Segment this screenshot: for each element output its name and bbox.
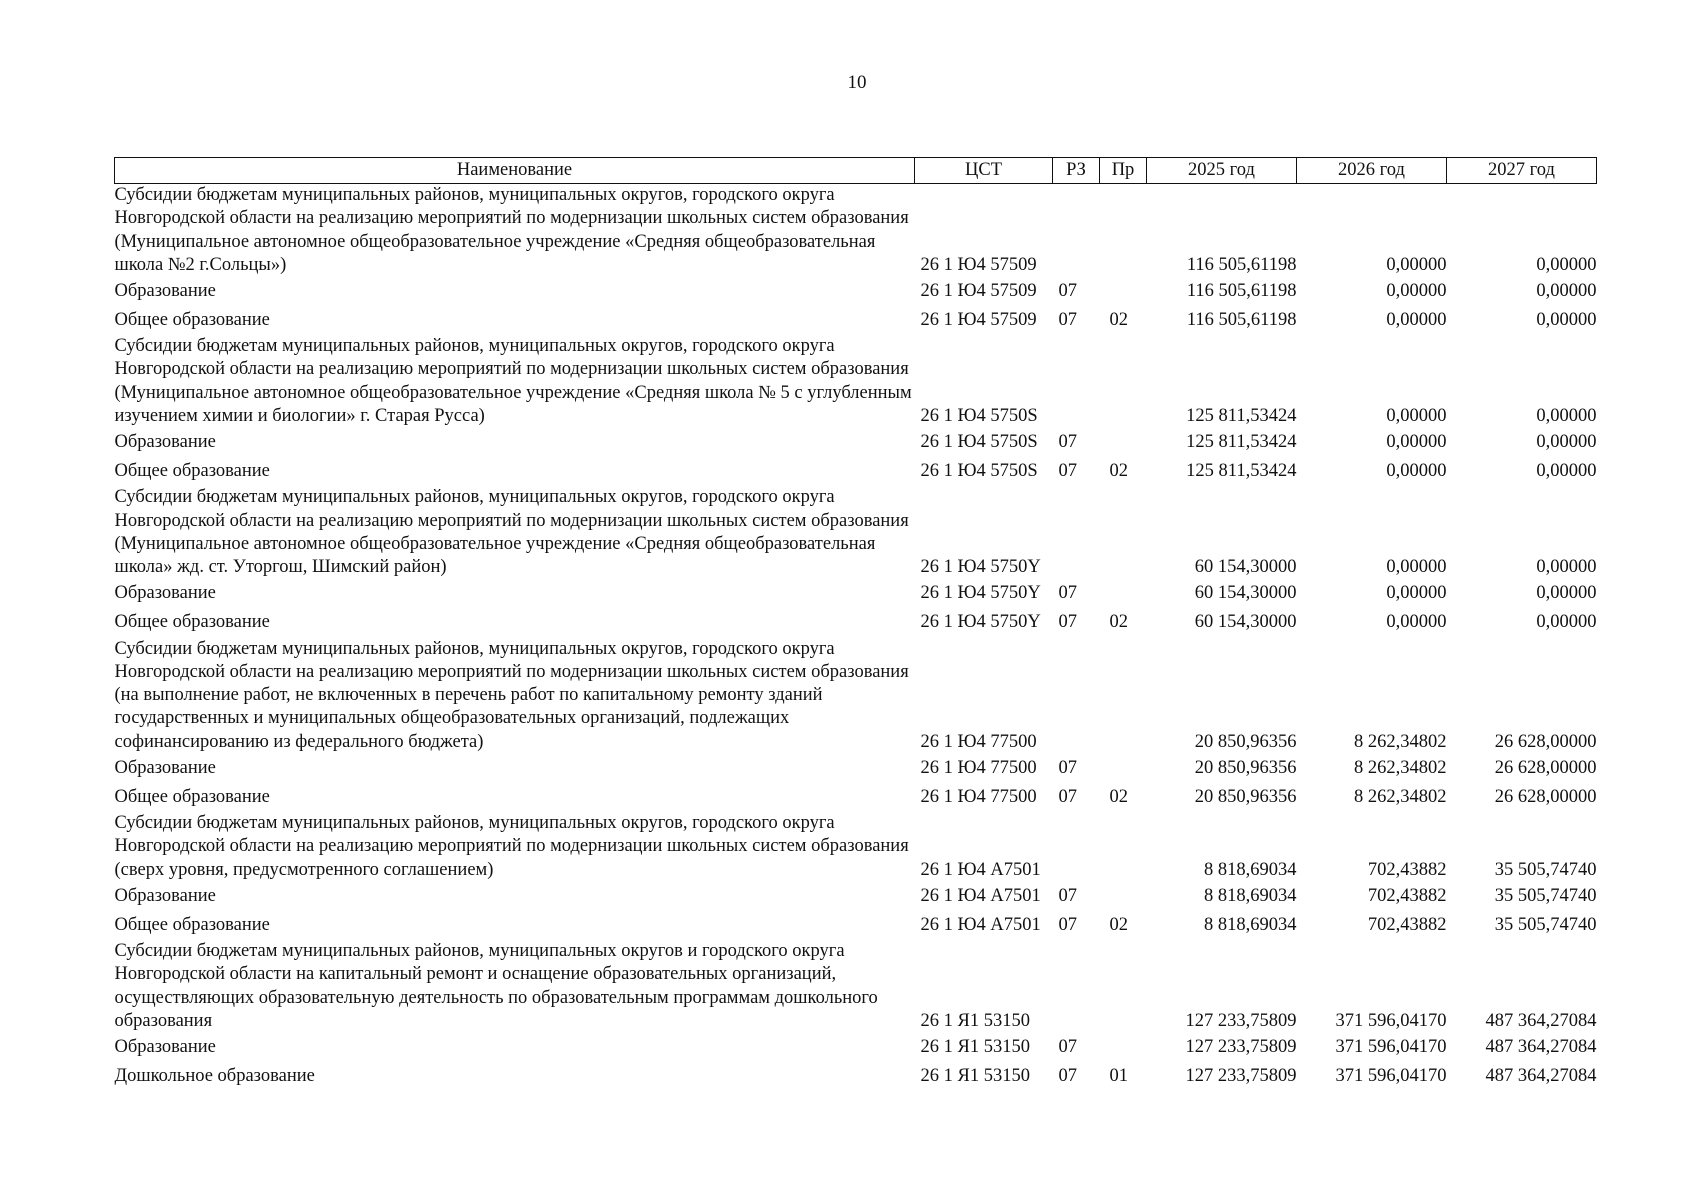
table-row (115, 1062, 1597, 1091)
cell-rz: 07 (1058, 612, 1077, 633)
budget-table (114, 157, 1597, 1091)
cell-cst: 26 1 Ю4 5750S (920, 432, 1038, 453)
cell-cst: 26 1 Ю4 57509 (920, 281, 1037, 302)
cell-2027: 26 628,00000 (1494, 731, 1597, 752)
header-2027: 2027 год (1447, 158, 1597, 184)
cell-2026: 0,00000 (1386, 254, 1447, 275)
cell-2025: 125 811,53424 (1186, 461, 1297, 482)
cell-rz (1053, 638, 1100, 754)
cell-rz: 07 (1058, 1036, 1077, 1057)
cell-2026: 371 596,04170 (1335, 1065, 1447, 1086)
cell-2027: 0,00000 (1536, 461, 1597, 482)
cell-2025: 60 154,30000 (1194, 612, 1297, 633)
cell-name: Образование (114, 583, 216, 604)
cell-2026: 0,00000 (1386, 557, 1447, 578)
cell-2026: 371 596,04170 (1335, 1010, 1447, 1031)
cell-name: Образование (114, 281, 216, 302)
cell-rz (1053, 486, 1100, 579)
cell-2027: 487 364,27084 (1485, 1010, 1597, 1031)
cell-cst: 26 1 Ю4 А7501 (920, 914, 1041, 935)
header-pr: Пр (1100, 158, 1147, 184)
cell-name: Субсидии бюджетам муниципальных районов, муниципальных округов и городского округа Новгородской области на капитальный ремонт и оснащение образовательных организаций, осуществляющих образовательную деятельность по образовательным программам дошкольного образования (114, 940, 878, 1031)
cell-2027: 35 505,74740 (1494, 914, 1597, 935)
cell-2027: 487 364,27084 (1485, 1036, 1597, 1057)
header-rz: РЗ (1053, 158, 1100, 184)
cell-2026: 702,43882 (1367, 914, 1447, 935)
cell-cst: 26 1 Я1 53150 (920, 1010, 1030, 1031)
cell-pr: 02 (1109, 612, 1128, 633)
cell-2027: 0,00000 (1536, 310, 1597, 331)
cell-name: Субсидии бюджетам муниципальных районов, муниципальных округов, городского округа Новгородской области на реализацию мероприятий по модернизации школьных систем образования (Муниципальное автономное общеобразовательное учреждение «Средняя общеобразовательная школа» жд. ст. Уторгош, Шимский район) (114, 487, 909, 578)
cell-2025: 60 154,30000 (1194, 557, 1297, 578)
table-row (115, 306, 1597, 335)
header-cst: ЦСТ (915, 158, 1053, 184)
cell-name: Общее образование (114, 612, 270, 633)
cell-2027: 35 505,74740 (1494, 885, 1597, 906)
cell-2027: 35 505,74740 (1494, 859, 1597, 880)
table-row (115, 911, 1597, 940)
table-row (115, 428, 1597, 457)
cell-2025: 116 505,61198 (1186, 281, 1297, 302)
cell-pr: 02 (1109, 461, 1128, 482)
table-header (115, 158, 1597, 184)
cell-2027: 0,00000 (1536, 612, 1597, 633)
cell-rz: 07 (1058, 583, 1077, 604)
cell-cst: 26 1 Ю4 57509 (920, 310, 1037, 331)
table-row (115, 783, 1597, 812)
table-body (115, 184, 1597, 1092)
cell-pr: 02 (1109, 914, 1128, 935)
cell-pr (1100, 1033, 1147, 1062)
page-number: 10 (847, 72, 867, 93)
header-name: Наименование (115, 158, 915, 184)
cell-cst: 26 1 Ю4 77500 (920, 731, 1037, 752)
cell-2026: 0,00000 (1386, 281, 1447, 302)
cell-rz: 07 (1058, 885, 1077, 906)
cell-2025: 127 233,75809 (1185, 1010, 1297, 1031)
cell-2025: 127 233,75809 (1185, 1036, 1297, 1057)
cell-rz: 07 (1058, 1065, 1077, 1086)
cell-2027: 26 628,00000 (1494, 786, 1597, 807)
cell-2025: 8 818,69034 (1204, 914, 1297, 935)
table-row (115, 457, 1597, 486)
cell-rz: 07 (1058, 432, 1077, 453)
cell-2025: 125 811,53424 (1186, 406, 1297, 427)
cell-2026: 8 262,34802 (1354, 757, 1447, 778)
cell-2027: 0,00000 (1536, 281, 1597, 302)
table-row (115, 184, 1597, 278)
table-row (115, 1033, 1597, 1062)
cell-rz: 07 (1058, 461, 1077, 482)
cell-pr (1100, 638, 1147, 754)
table-row (115, 754, 1597, 783)
cell-pr (1100, 754, 1147, 783)
cell-pr (1100, 812, 1147, 882)
cell-2026: 702,43882 (1367, 885, 1447, 906)
cell-2027: 0,00000 (1536, 254, 1597, 275)
cell-2027: 487 364,27084 (1485, 1065, 1597, 1086)
cell-2027: 0,00000 (1536, 432, 1597, 453)
cell-rz (1053, 184, 1100, 278)
cell-2025: 20 850,96356 (1194, 731, 1297, 752)
cell-2025: 60 154,30000 (1194, 583, 1297, 604)
cell-name: Образование (114, 432, 216, 453)
cell-name: Субсидии бюджетам муниципальных районов, муниципальных округов, городского округа Новгородской области на реализацию мероприятий по модернизации школьных систем образования (на выполнение работ, не включенных в перечень работ по капитальному ремонту зданий государственных и муниципальных общеобразовательных организаций, подлежащих софинансированию из федерального бюджета) (114, 638, 909, 752)
cell-cst: 26 1 Ю4 77500 (920, 786, 1037, 807)
cell-2026: 0,00000 (1386, 583, 1447, 604)
cell-cst: 26 1 Ю4 5750Y (920, 612, 1041, 633)
cell-name: Образование (114, 757, 216, 778)
cell-pr (1100, 428, 1147, 457)
cell-2025: 116 505,61198 (1186, 310, 1297, 331)
cell-name: Общее образование (114, 461, 270, 482)
cell-2026: 0,00000 (1386, 612, 1447, 633)
table-row (115, 638, 1597, 754)
cell-2026: 8 262,34802 (1354, 786, 1447, 807)
cell-2026: 371 596,04170 (1335, 1036, 1447, 1057)
cell-2026: 8 262,34802 (1354, 731, 1447, 752)
cell-pr (1100, 940, 1147, 1033)
table-row (115, 486, 1597, 579)
cell-2025: 116 505,61198 (1186, 254, 1297, 275)
cell-pr: 01 (1109, 1065, 1128, 1086)
cell-2026: 0,00000 (1386, 406, 1447, 427)
cell-rz: 07 (1058, 757, 1077, 778)
cell-name: Общее образование (114, 310, 270, 331)
cell-2026: 0,00000 (1386, 310, 1447, 331)
cell-cst: 26 1 Я1 53150 (920, 1036, 1030, 1057)
table-row (115, 277, 1597, 306)
cell-2025: 127 233,75809 (1185, 1065, 1297, 1086)
cell-cst: 26 1 Я1 53150 (920, 1065, 1030, 1086)
table-row (115, 580, 1597, 609)
cell-rz (1053, 335, 1100, 428)
cell-pr: 02 (1109, 786, 1128, 807)
cell-rz: 07 (1058, 914, 1077, 935)
cell-rz: 07 (1058, 786, 1077, 807)
table-row (115, 940, 1597, 1033)
cell-cst: 26 1 Ю4 А7501 (920, 859, 1041, 880)
table-row (115, 609, 1597, 638)
cell-2025: 20 850,96356 (1194, 786, 1297, 807)
cell-2027: 0,00000 (1536, 557, 1597, 578)
cell-name: Субсидии бюджетам муниципальных районов, муниципальных округов, городского округа Новгородской области на реализацию мероприятий по модернизации школьных систем образования (сверх уровня, предусмотренного соглашением) (114, 813, 909, 880)
cell-name: Субсидии бюджетам муниципальных районов, муниципальных округов, городского округа Новгородской области на реализацию мероприятий по модернизации школьных систем образования (Муниципальное автономное общеобразовательное учреждение «Средняя школа № 5 с углубленным изучением химии и биологии» г. Старая Русса) (114, 336, 912, 427)
header-2026: 2026 год (1297, 158, 1447, 184)
cell-cst: 26 1 Ю4 57509 (920, 254, 1037, 275)
cell-rz: 07 (1058, 281, 1077, 302)
cell-name: Образование (114, 1036, 216, 1057)
cell-2026: 0,00000 (1386, 432, 1447, 453)
cell-name: Общее образование (114, 914, 270, 935)
cell-cst: 26 1 Ю4 А7501 (920, 885, 1041, 906)
header-2025: 2025 год (1147, 158, 1297, 184)
cell-cst: 26 1 Ю4 5750S (920, 406, 1038, 427)
cell-2026: 0,00000 (1386, 461, 1447, 482)
cell-2027: 26 628,00000 (1494, 757, 1597, 778)
cell-2027: 0,00000 (1536, 583, 1597, 604)
cell-name: Дошкольное образование (114, 1065, 315, 1086)
cell-2025: 8 818,69034 (1204, 885, 1297, 906)
cell-2026: 702,43882 (1367, 859, 1447, 880)
cell-pr (1100, 486, 1147, 579)
cell-rz (1053, 940, 1100, 1033)
cell-2025: 8 818,69034 (1204, 859, 1297, 880)
cell-cst: 26 1 Ю4 5750Y (920, 583, 1041, 604)
table-row (115, 335, 1597, 428)
cell-2027: 0,00000 (1536, 406, 1597, 427)
cell-cst: 26 1 Ю4 77500 (920, 757, 1037, 778)
cell-rz: 07 (1058, 310, 1077, 331)
table-row (115, 812, 1597, 882)
cell-name: Общее образование (114, 786, 270, 807)
cell-name: Образование (114, 885, 216, 906)
cell-pr (1100, 277, 1147, 306)
cell-pr: 02 (1109, 310, 1128, 331)
cell-name: Субсидии бюджетам муниципальных районов, муниципальных округов, городского округа Новгородской области на реализацию мероприятий по модернизации школьных систем образования (Муниципальное автономное общеобразовательное учреждение «Средняя общеобразовательная школа №2 г.Сольцы») (114, 185, 909, 275)
cell-cst: 26 1 Ю4 5750S (920, 461, 1038, 482)
cell-pr (1100, 580, 1147, 609)
cell-cst: 26 1 Ю4 5750Y (920, 557, 1041, 578)
cell-pr (1100, 335, 1147, 428)
cell-pr (1100, 184, 1147, 278)
cell-2025: 20 850,96356 (1194, 757, 1297, 778)
cell-2025: 125 811,53424 (1186, 432, 1297, 453)
cell-rz (1053, 812, 1100, 882)
cell-pr (1100, 882, 1147, 911)
table-row (115, 882, 1597, 911)
